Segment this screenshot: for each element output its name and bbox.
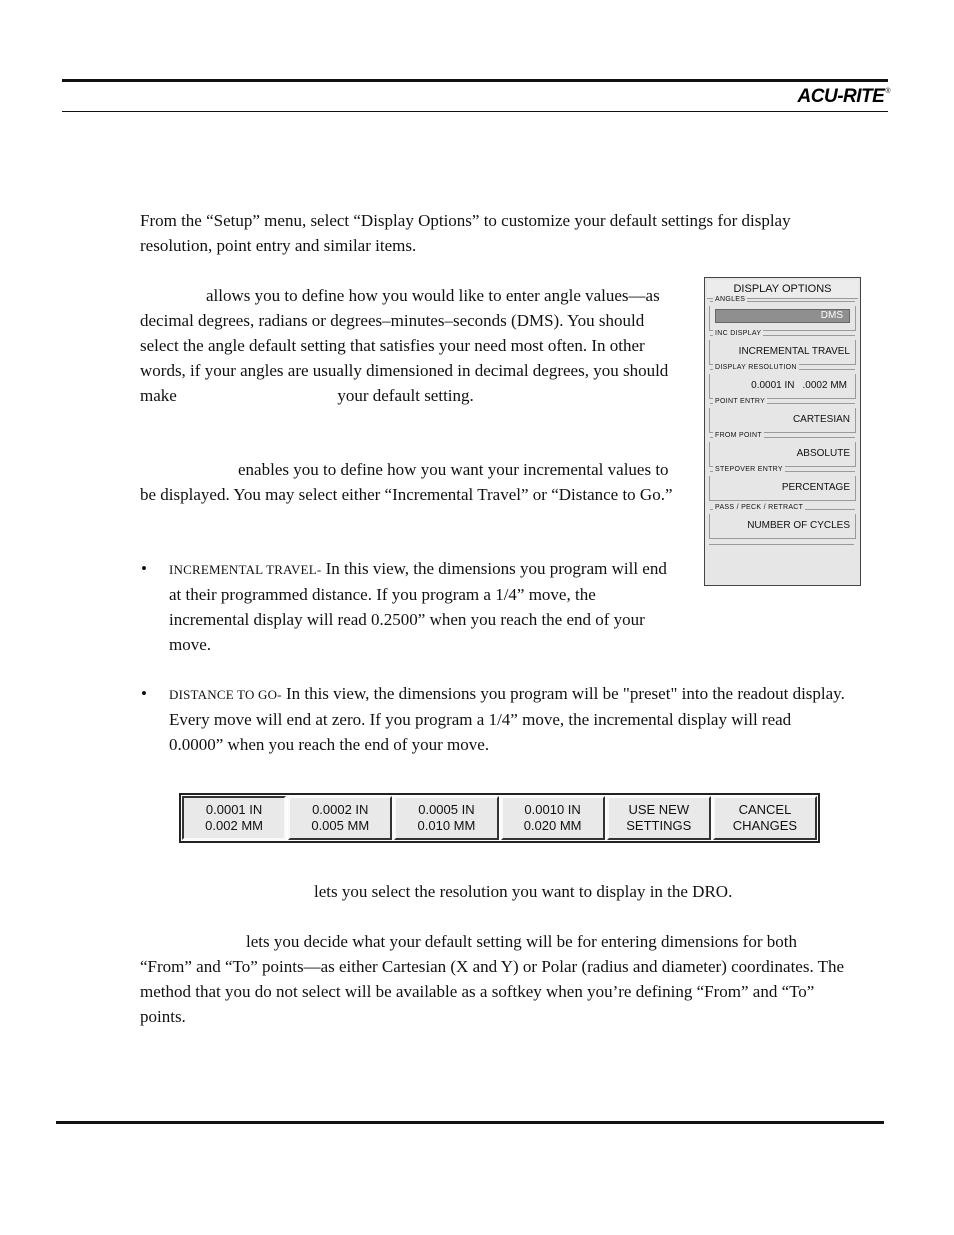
header-rule-thick	[62, 79, 888, 82]
resolution-mm: .0002 MM	[802, 380, 847, 391]
bullet-symbol: •	[141, 559, 147, 578]
bullet-text: In this view, the dimensions you program will end at their programmed distance. If you program a 1/4” move, the incremental display will read 0.2500” when you reach the end of your move.	[169, 559, 667, 654]
display-resolution-value[interactable]	[743, 380, 847, 391]
brand-name: ACU-RITE	[797, 86, 885, 107]
display-resolution-text: lets you select the resolution you want to display in the DRO.	[314, 882, 733, 901]
inc-display-value[interactable]: INCREMENTAL TRAVEL	[738, 346, 850, 357]
from-point-group[interactable]	[709, 432, 856, 467]
softkey-line: 0.0001 IN	[205, 802, 263, 817]
brand-logo	[798, 86, 890, 108]
bullet-text: In this view, the dimensions you program will be "preset" into the readout display. Every move will end at zero. If you program a 1/4” move, the incremental display will read 0.0000” when you reach the end of your move.	[169, 684, 845, 754]
intro-paragraph: From the “Setup” menu, select “Display Options” to customize your default settings for display resolution, point entry and similar items.	[140, 211, 791, 255]
pass-peck-retract-label: PASS / PECK / RETRACT	[715, 504, 804, 511]
bullet-term: DISTANCE TO GO-	[169, 687, 282, 702]
softkey-line: 0.002 MM	[205, 818, 263, 833]
angles-paragraph	[140, 283, 685, 408]
pass-peck-retract-value[interactable]: NUMBER OF CYCLES	[747, 520, 850, 531]
point-entry-value[interactable]: CARTESIAN	[792, 414, 850, 425]
point-entry-paragraph	[140, 929, 845, 1029]
softkey-line: 0.010 MM	[417, 818, 476, 833]
softkey-line: CANCEL	[738, 802, 792, 817]
bullet-body	[169, 556, 674, 657]
softkey-0010-in[interactable]	[501, 796, 605, 840]
display-resolution-label: DISPLAY RESOLUTION	[715, 364, 797, 371]
registered-mark: ®	[885, 88, 890, 95]
inc-display-label: INC DISPLAY	[715, 330, 762, 337]
bullet-body	[169, 681, 849, 757]
bullet-term: INCREMENTAL TRAVEL-	[169, 562, 322, 577]
softkey-line: 0.0002 IN	[312, 802, 369, 817]
stepover-entry-value[interactable]: PERCENTAGE	[781, 482, 850, 493]
display-resolution-paragraph	[140, 879, 840, 904]
footer-rule	[56, 1121, 884, 1124]
angles-text-after: your default setting.	[337, 386, 474, 405]
use-new-settings-button[interactable]	[607, 796, 711, 840]
resolution-softkey-bar	[179, 793, 820, 843]
softkey-line: SETTINGS	[626, 818, 692, 833]
angles-text: allows you to define how you would like to enter angle values—as decimal degrees, radians or degrees–minutes–seconds (DMS). You should select the angle default setting that satisfies your need most often. In other words, if your angles are usually dimensioned in decimal degrees, you should make	[140, 286, 669, 405]
resolution-inch: 0.0001 IN	[751, 380, 795, 391]
from-point-value[interactable]: ABSOLUTE	[796, 448, 850, 459]
display-options-panel	[704, 277, 861, 586]
inc-display-group[interactable]	[709, 330, 856, 365]
inc-display-text: enables you to define how you want your incremental values to be displayed. You may select either “Incremental Travel” or “Distance to Go.”	[140, 460, 673, 504]
point-entry-text: lets you decide what your default setting will be for entering dimensions for both “From” and “To” points—as either Cartesian (X and Y) or Polar (radius and diameter) coordinates. The method that you do not select will be available as a softkey when you’re defining “From” and “To” points.	[140, 932, 845, 1026]
stepover-entry-label: STEPOVER ENTRY	[715, 466, 783, 473]
softkey-line: 0.020 MM	[523, 818, 582, 833]
softkey-line: 0.005 MM	[311, 818, 370, 833]
from-point-label: FROM POINT	[715, 432, 762, 439]
softkey-0001-in[interactable]	[182, 796, 286, 840]
point-entry-group[interactable]	[709, 398, 856, 433]
angles-group[interactable]	[709, 296, 856, 331]
angles-label: ANGLES	[715, 296, 746, 303]
point-entry-label: POINT ENTRY	[715, 398, 766, 405]
softkey-line: USE NEW	[628, 802, 690, 817]
header-rule-thin	[62, 111, 888, 112]
softkey-line: CHANGES	[732, 818, 798, 833]
softkey-line: 0.0010 IN	[524, 802, 581, 817]
pass-peck-retract-group[interactable]	[709, 504, 856, 539]
softkey-line: 0.0005 IN	[418, 802, 475, 817]
inc-display-paragraph	[140, 457, 680, 507]
stepover-entry-group[interactable]	[709, 466, 856, 501]
panel-footer	[709, 544, 854, 575]
softkey-0005-in[interactable]	[394, 796, 498, 840]
bullet-symbol: •	[141, 684, 147, 703]
softkey-0002-in[interactable]	[288, 796, 392, 840]
angles-value[interactable]: DMS	[715, 309, 850, 323]
panel-title: DISPLAY OPTIONS	[707, 280, 858, 299]
display-resolution-group[interactable]	[709, 364, 856, 399]
cancel-changes-button[interactable]	[713, 796, 817, 840]
